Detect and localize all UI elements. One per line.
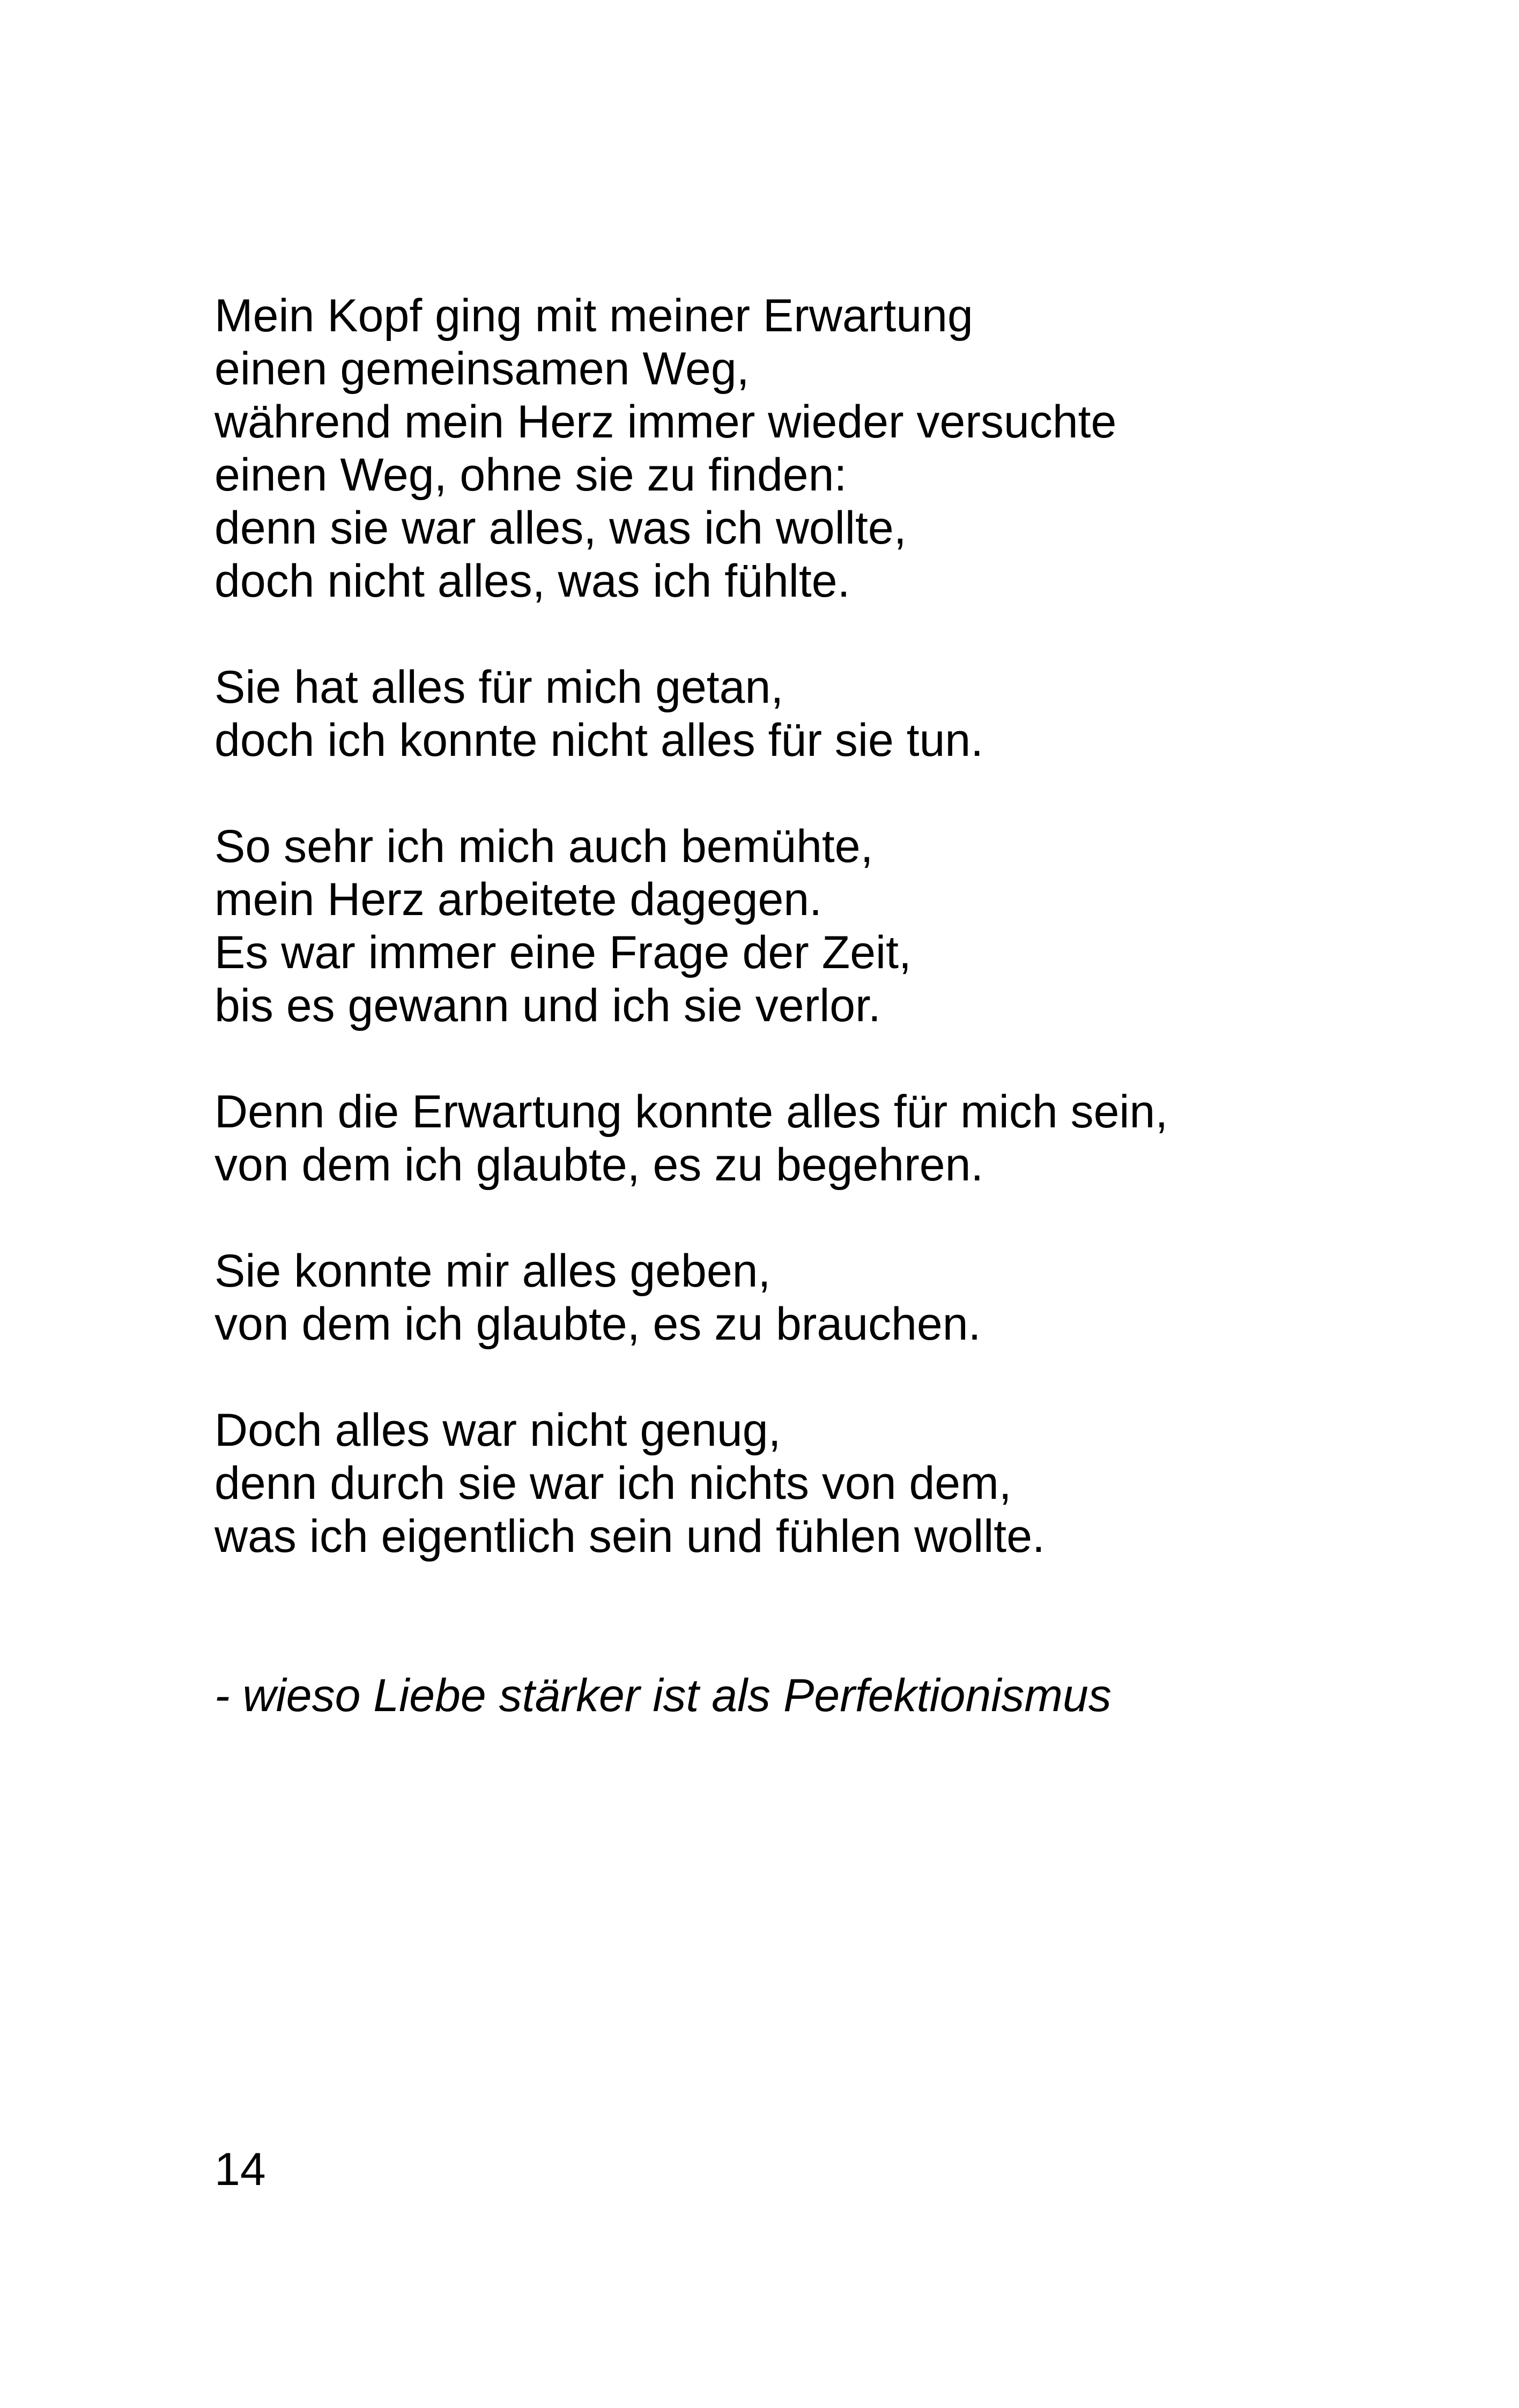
stanza-1 <box>214 289 1340 608</box>
stanza-5 <box>214 1245 1340 1351</box>
stanza-gap <box>214 1351 1340 1404</box>
poem-line: einen gemeinsamen Weg, <box>214 343 750 395</box>
poem-line: denn sie war alles, was ich wollte, <box>214 502 907 554</box>
stanza-3 <box>214 820 1340 1032</box>
poem-line: doch nicht alles, was ich fühlte. <box>214 555 850 607</box>
poem <box>214 289 1340 1722</box>
poem-line: Es war immer eine Frage der Zeit, <box>214 927 912 978</box>
poem-line: doch ich konnte nicht alles für sie tun. <box>214 715 984 766</box>
poem-line: Sie konnte mir alles geben, <box>214 1245 771 1297</box>
poem-line: während mein Herz immer wieder versuchte <box>214 396 1117 448</box>
stanza-6 <box>214 1404 1340 1563</box>
poem-line: mein Herz arbeitete dagegen. <box>214 874 823 925</box>
poem-line: Mein Kopf ging mit meiner Erwartung <box>214 290 973 341</box>
attribution-gap <box>214 1563 1340 1669</box>
poem-line: von dem ich glaubte, es zu begehren. <box>214 1139 984 1191</box>
poem-line: von dem ich glaubte, es zu brauchen. <box>214 1298 981 1350</box>
poem-line: einen Weg, ohne sie zu finden: <box>214 449 847 501</box>
poem-attribution: - wieso Liebe stärker ist als Perfektionismus <box>214 1670 1112 1721</box>
page-number: 14 <box>214 2144 266 2195</box>
stanza-gap <box>214 767 1340 820</box>
stanza-4 <box>214 1086 1340 1192</box>
stanza-gap <box>214 1192 1340 1245</box>
poem-line: was ich eigentlich sein und fühlen wollte. <box>214 1511 1045 1562</box>
stanza-gap <box>214 608 1340 661</box>
stanza-gap <box>214 1032 1340 1086</box>
poem-line: bis es gewann und ich sie verlor. <box>214 980 881 1031</box>
poem-line: Doch alles war nicht genug, <box>214 1404 781 1456</box>
poem-line: Denn die Erwartung konnte alles für mich sein, <box>214 1086 1168 1138</box>
poem-line: Sie hat alles für mich getan, <box>214 662 784 713</box>
stanza-2 <box>214 661 1340 767</box>
poem-line: denn durch sie war ich nichts von dem, <box>214 1458 1012 1509</box>
poem-line: So sehr ich mich auch bemühte, <box>214 821 873 872</box>
